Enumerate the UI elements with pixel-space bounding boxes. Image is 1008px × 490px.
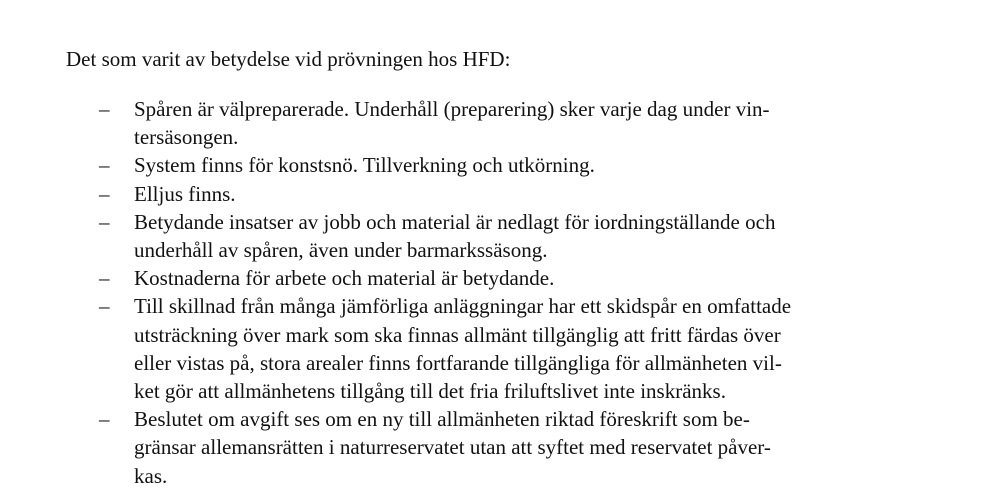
dash-bullet: – [99,153,110,178]
dash-bullet: – [99,266,110,291]
dash-bullet: – [99,97,110,121]
list-item-line: Betydande insatser av jobb och material är nedlagt för iordningställande och [134,209,776,234]
list-item [0,264,834,292]
list-item-line: gränsar allemansrätten i naturreservatet utan att syftet med reservatet påver- [134,435,771,460]
dash-bullet: – [99,407,110,432]
list-item-line: Spåren är välpreparerade. Underhåll (preparering) sker varje dag under vin- [134,97,770,121]
dash-bullet: – [99,209,110,234]
list-item-line: utsträckning över mark som ska finnas allmänt tillgänglig att fritt färdas över [134,322,781,347]
list-item [0,292,834,405]
list-item-line: Kostnaderna för arbete och material är betydande. [134,266,555,291]
criteria-list [0,95,1008,490]
list-item [0,208,834,264]
intro-paragraph: Det som varit av betydelse vid prövningen hos HFD: [66,47,511,71]
list-item-line: eller vistas på, stora arealer finns fortfarande tillgängliga för allmänheten vil- [134,350,782,375]
dash-bullet: – [99,294,110,319]
list-item [0,95,834,151]
list-item-line: Elljus finns. [134,181,236,206]
list-item [0,405,834,490]
list-item-line: tersäsongen. [134,125,239,150]
list-item [0,151,834,179]
dash-bullet: – [99,181,110,206]
list-item-line: Till skillnad från många jämförliga anläggningar har ett skidspår en omfattade [134,294,792,319]
list-item-line: System finns för konstsnö. Tillverkning och utkörning. [134,153,595,178]
list-item-line: underhåll av spåren, även under barmarkssäsong. [134,238,548,263]
list-item-line: Beslutet om avgift ses om en ny till allmänheten riktad föreskrift som be- [134,407,750,432]
list-item-line: kas. [134,463,168,488]
list-item [0,180,834,208]
list-item-line: ket gör att allmänhetens tillgång till det fria friluftslivet inte inskränks. [134,379,726,404]
